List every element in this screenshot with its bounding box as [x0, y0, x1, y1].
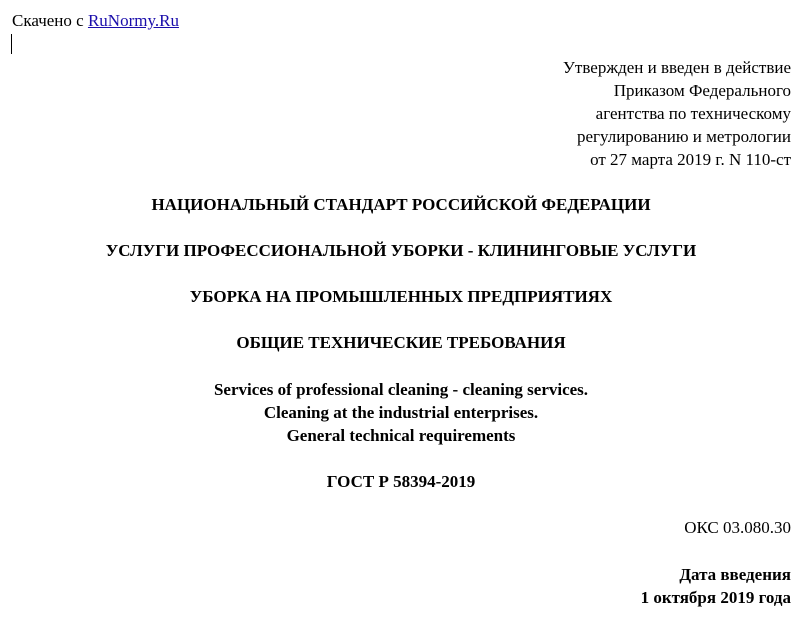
approval-line: от 27 марта 2019 г. N 110-ст	[590, 150, 791, 169]
approval-line: агентства по техническому	[595, 104, 791, 123]
approval-line: Приказом Федерального	[613, 81, 791, 100]
english-title-line: General technical requirements	[286, 426, 516, 445]
source-line	[12, 9, 179, 32]
english-title-line: Cleaning at the industrial enterprises.	[263, 403, 539, 422]
standard-title-line-3: ОБЩИЕ ТЕХНИЧЕСКИЕ ТРЕБОВАНИЯ	[236, 333, 566, 352]
standard-title-line-2: УБОРКА НА ПРОМЫШЛЕННЫХ ПРЕДПРИЯТИЯХ	[189, 287, 613, 306]
english-title	[0, 378, 802, 447]
approval-line: Утвержден и введен в действие	[562, 58, 791, 77]
oks-code: ОКС 03.080.30	[684, 518, 791, 537]
introduction-date-value: 1 октября 2019 года	[640, 588, 791, 607]
english-title-line: Services of professional cleaning - cleaning services.	[213, 380, 589, 399]
source-prefix: Скачено с	[12, 11, 88, 30]
national-standard-heading: НАЦИОНАЛЬНЫЙ СТАНДАРТ РОССИЙСКОЙ ФЕДЕРАЦИИ	[151, 195, 651, 214]
source-link[interactable]: RuNormy.Ru	[87, 11, 179, 30]
introduction-date-label: Дата введения	[679, 565, 791, 584]
gost-number: ГОСТ Р 58394-2019	[326, 472, 476, 491]
approval-block	[563, 56, 791, 171]
approval-line: регулированию и метрологии	[576, 127, 791, 146]
text-cursor	[11, 34, 12, 54]
introduction-date	[641, 563, 791, 609]
standard-title-line-1: УСЛУГИ ПРОФЕССИОНАЛЬНОЙ УБОРКИ - КЛИНИНГОВЫЕ УСЛУГИ	[105, 241, 697, 260]
